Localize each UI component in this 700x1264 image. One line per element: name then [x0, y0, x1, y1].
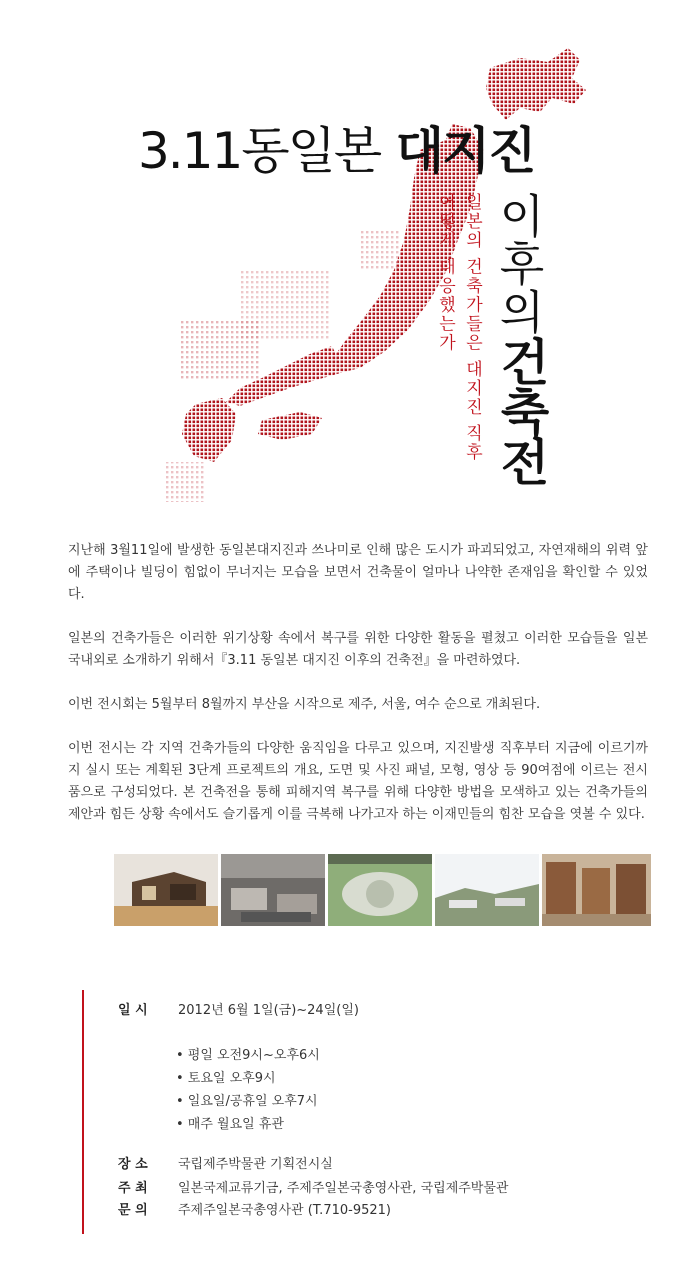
intro-text [68, 540, 648, 848]
contact-value: 주제주일본국총영사관 (T.710-9521) [178, 1203, 391, 1218]
place-label: 장 소 [118, 1157, 148, 1172]
hours-item: • 평일 오전9시~오후6시 [176, 1048, 320, 1063]
info-row-date [118, 1002, 359, 1020]
photo-model-house [114, 854, 218, 926]
title-part-b: 대지진 [380, 122, 535, 180]
subtitle-vertical-2: 어떻게 대응했는가 [435, 193, 455, 353]
info-row-place [118, 1156, 333, 1174]
date-label: 일 시 [118, 1003, 148, 1018]
map-region-hokkaido [486, 48, 586, 120]
exhibition-poster [0, 0, 700, 520]
title-part-a: 3.11동일본 [138, 122, 381, 180]
date-value: 2012년 6월 1일(금)~24일(일) [178, 1003, 359, 1018]
photo-exhibition-hall [221, 854, 325, 926]
contact-label: 문 의 [118, 1203, 148, 1218]
photo-landscape [435, 854, 539, 926]
hours-item: • 토요일 오후9시 [176, 1071, 276, 1086]
japan-dot-map [0, 0, 700, 520]
title-vertical-ihuui: 이후의 [492, 192, 546, 336]
intro-paragraph: 지난해 3월11일에 발생한 동일본대지진과 쓰나미로 인해 많은 도시가 파괴되었고, 자연재해의 위력 앞에 주택이나 빌딩이 힘없이 무너지는 모습을 보면서 건축물이 얼마나 나약한 존재임을 확인할 수 있었다. [68, 543, 648, 602]
intro-paragraph: 이번 전시는 각 지역 건축가들의 다양한 움직임을 다루고 있으며, 지진발생 직후부터 지금에 이르기까지 실시 또는 계획된 3단계 프로젝트의 개요, 도면 및 사진 패널, 모형, 영상 등 90여점에 이르는 전시품으로 구성되었다. 본 건축전을 통해 피해지역 복구를 위해 다양한 방법을 모색하고 있는 건축가들의 제안과 힘든 상황 속에서도 슬기롭게 이를 극복해 나가고자 하는 이재민들의 힘찬 모습을 엿볼 수 있다. [68, 741, 648, 822]
info-row-contact [118, 1202, 391, 1220]
map-noise-center [240, 270, 330, 340]
event-info [82, 990, 644, 1234]
host-label: 주 최 [118, 1181, 148, 1196]
map-noise-south [164, 462, 204, 502]
photo-strip [114, 854, 651, 926]
photo-library-interior [542, 854, 651, 926]
hours-item: • 매주 월요일 휴관 [176, 1117, 284, 1132]
info-row-host [118, 1180, 508, 1198]
place-value: 국립제주박물관 기획전시실 [178, 1157, 333, 1172]
map-region-kyushu [182, 398, 236, 462]
intro-paragraph: 일본의 건축가들은 이러한 위기상황 속에서 복구를 위한 다양한 활동을 펼쳤고 이러한 모습들을 일본 국내외로 소개하기 위해서『3.11 동일본 대지진 이후의 건축전』을 마련하였다. [68, 631, 648, 668]
subtitle-vertical-1: 일본의 건축가들은 대지진 직후 [462, 193, 482, 463]
map-noise-north [360, 230, 400, 270]
title-vertical-geonchukjeon: 건축전 [492, 336, 550, 486]
intro-paragraph: 이번 전시회는 5월부터 8월까지 부산을 시작으로 제주, 서울, 여수 순으로 개최된다. [68, 697, 541, 712]
host-value: 일본국제교류기금, 주제주일본국총영사관, 국립제주박물관 [178, 1181, 509, 1196]
poster-title [138, 122, 535, 180]
photo-site-model [328, 854, 432, 926]
map-region-shikoku [258, 412, 322, 440]
hours-item: • 일요일/공휴일 오후7시 [176, 1094, 318, 1109]
